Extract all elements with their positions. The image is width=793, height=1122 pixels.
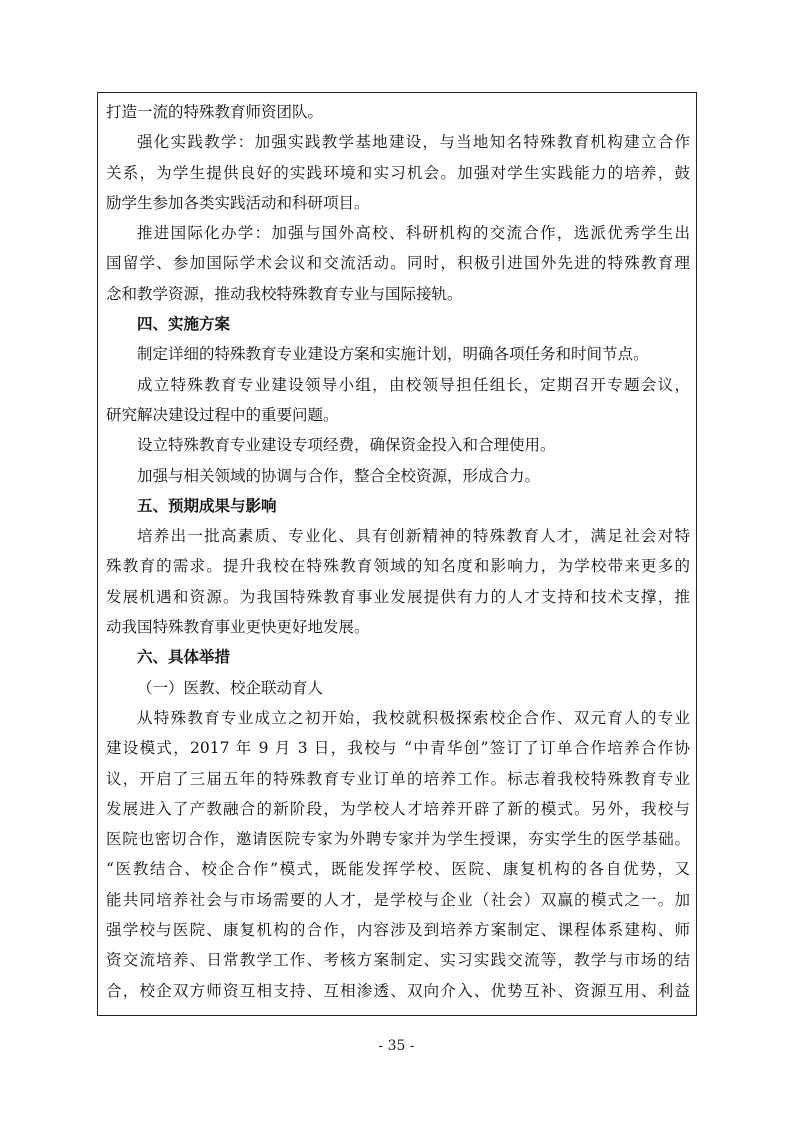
text-line: 议，开启了三届五年的特殊教育专业订单的培养工作。标志着我校特殊教育专业 bbox=[106, 769, 690, 788]
text-line: 动我国特殊教育事业更快更好地发展。 bbox=[106, 618, 370, 637]
text-line: 国留学、参加国际学术会议和交流活动。同时，积极引进国外先进的特殊教育理 bbox=[106, 254, 690, 273]
text-line: 念和教学资源，推动我校特殊教育专业与国际接轨。 bbox=[106, 284, 463, 303]
text-line: “医教结合、校企合作”模式，既能发挥学校、医院、康复机构的各自优势，又 bbox=[106, 860, 690, 879]
text-line: 培养出一批高素质、专业化、具有创新精神的特殊教育人才，满足社会对特 bbox=[137, 527, 690, 546]
text-line: 医院也密切合作，邀请医院专家为外聘专家并为学生授课，夯实学生的医学基础。 bbox=[106, 830, 690, 849]
section-heading: 五、预期成果与影响 bbox=[137, 495, 277, 515]
text-line: 合，校企双方师资互相支持、互相渗透、双向介入、优势互补、资源互用、利益 bbox=[106, 981, 690, 1000]
text-line: 发展进入了产教融合的新阶段，为学校人才培养开辟了新的模式。另外，我校与 bbox=[106, 799, 690, 818]
text-line: 强化实践教学：加强实践教学基地建设，与当地知名特殊教育机构建立合作 bbox=[137, 133, 690, 152]
text-line: 从特殊教育专业成立之初开始，我校就积极探索校企合作、双元育人的专业 bbox=[137, 708, 690, 727]
section-heading: 六、具体举措 bbox=[137, 647, 231, 667]
subsection-heading: （一）医教、校企联动育人 bbox=[137, 678, 324, 697]
document-body bbox=[106, 97, 690, 1006]
text-line: 成立特殊教育专业建设领导小组，由校领导担任组长，定期召开专题会议， bbox=[137, 375, 690, 394]
text-line: 资交流培养、日常教学工作、考核方案制定、实习实践交流等，教学与市场的结 bbox=[106, 951, 690, 970]
text-line: 励学生参加各类实践活动和科研项目。 bbox=[106, 193, 370, 212]
text-line: 能共同培养社会与市场需要的人才，是学校与企业（社会）双赢的模式之一。加 bbox=[106, 890, 690, 909]
text-line: 研究解决建设过程中的重要问题。 bbox=[106, 405, 339, 424]
page-number: - 35 - bbox=[378, 1038, 415, 1054]
text-line: 建设模式，2017 年 9 月 3 日，我校与 “中青华创”签订了订单合作培养合作协 bbox=[106, 739, 690, 758]
text-line: 设立特殊教育专业建设专项经费，确保资金投入和合理使用。 bbox=[137, 436, 556, 455]
text-line: 制定详细的特殊教育专业建设方案和实施计划，明确各项任务和时间节点。 bbox=[137, 345, 649, 364]
text-line: 加强与相关领域的协调与合作，整合全校资源，形成合力。 bbox=[137, 466, 541, 485]
text-line: 殊教育的需求。提升我校在特殊教育领域的知名度和影响力，为学校带来更多的 bbox=[106, 557, 690, 576]
document-frame bbox=[97, 92, 697, 1016]
text-line: 发展机遇和资源。为我国特殊教育事业发展提供有力的人才支持和技术支撑，推 bbox=[106, 587, 690, 606]
section-heading: 四、实施方案 bbox=[137, 314, 231, 334]
text-line: 强学校与医院、康复机构的合作，内容涉及到培养方案制定、课程体系建构、师 bbox=[106, 921, 690, 940]
text-line: 推进国际化办学：加强与国外高校、科研机构的交流合作，选派优秀学生出 bbox=[137, 224, 690, 243]
text-line: 打造一流的特殊教育师资团队。 bbox=[106, 103, 324, 121]
text-line: 关系，为学生提供良好的实践环境和实习机会。加强对学生实践能力的培养，鼓 bbox=[106, 163, 690, 182]
